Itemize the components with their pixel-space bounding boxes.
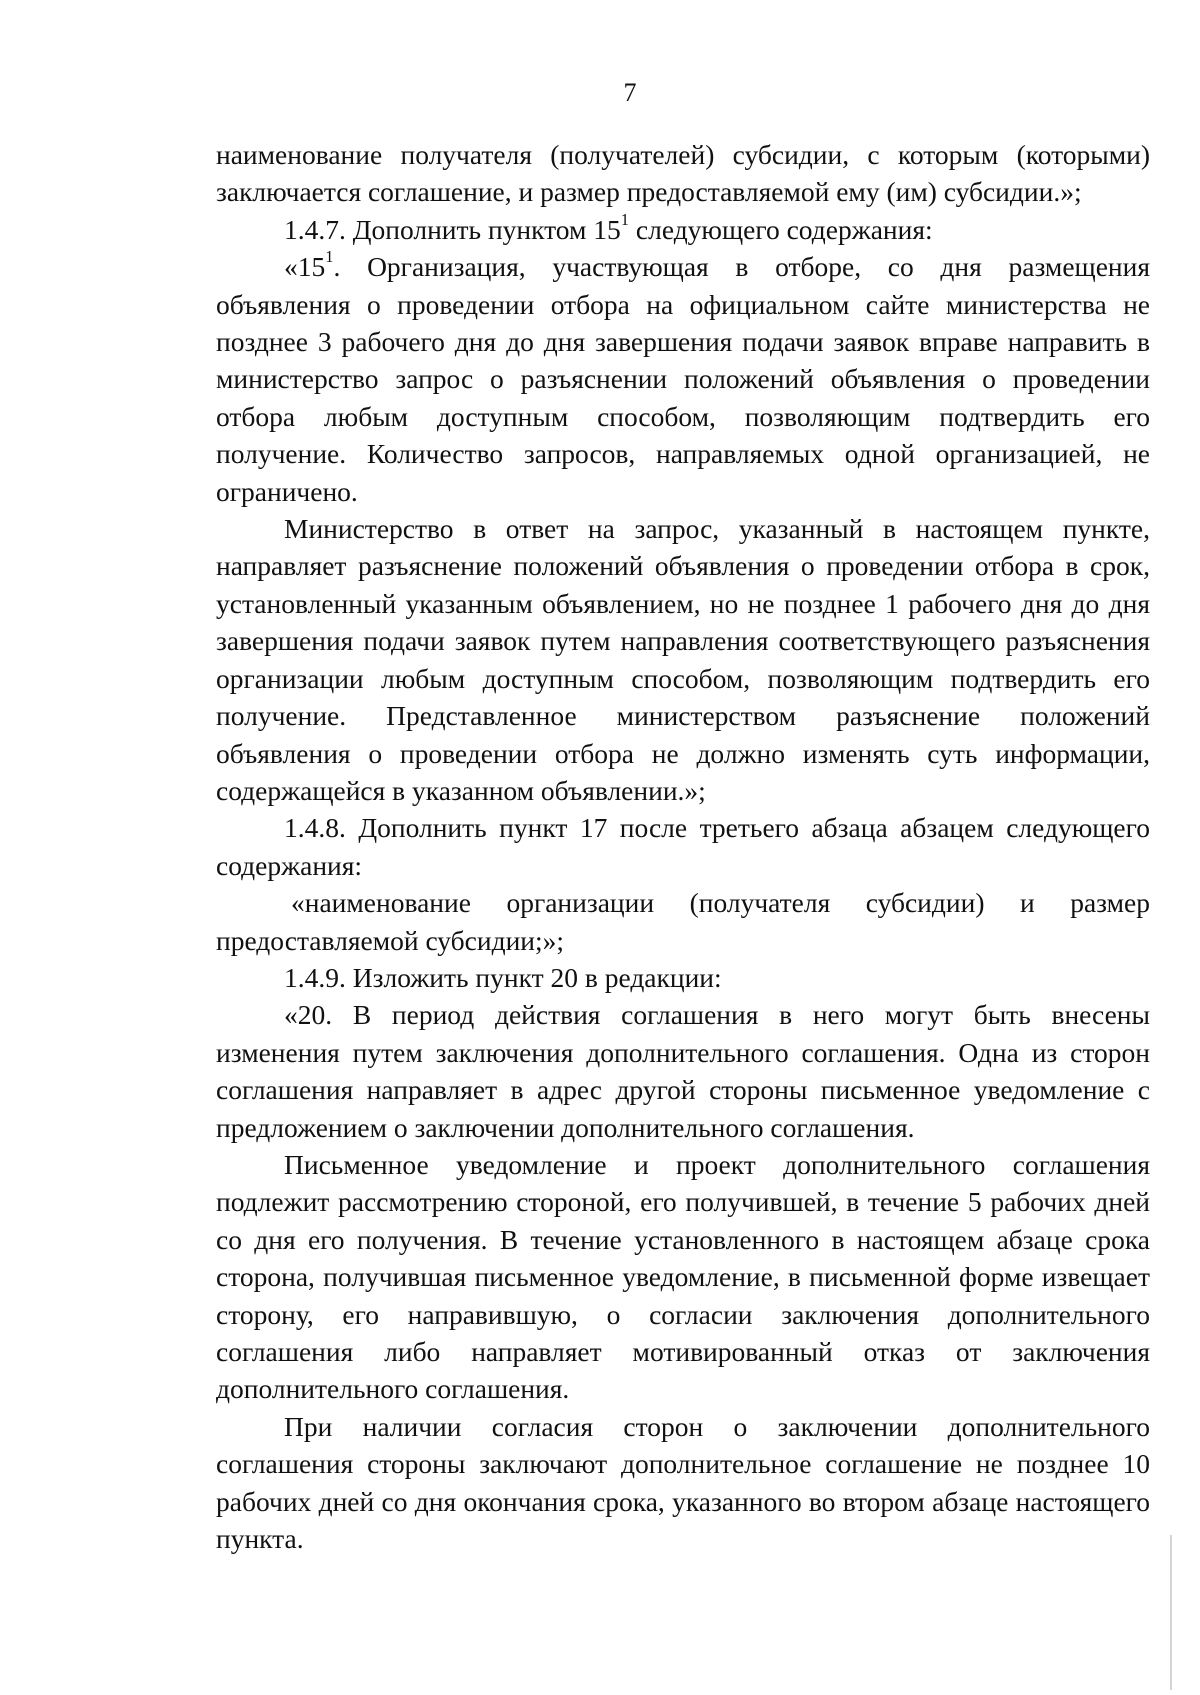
- paragraph-1-4-8: 1.4.8. Дополнить пункт 17 после третьего абзаца абзацем следующего содержания:: [216, 812, 1150, 881]
- paragraph-ministry-response: Министерство в ответ на запрос, указанный в настоящем пункте, направляет разъяснение положений объявления о проведении отбора в срок, установленный указанным объявлением, но не позднее 1 рабочего дня до дня завершения подачи заявок путем направления соответствующего разъяснения организации любым доступным способом, позволяющим подтвердить его получение. Представленное министерством разъяснение положений объявления о проведении отбора не должно изменять суть информации, содержащейся в указанном объявлении.»;: [216, 513, 1150, 806]
- paragraph-1-4-7-text: 1.4.7. Дополнить пунктом 15: [284, 213, 621, 245]
- paragraph-1-4-9: 1.4.9. Изложить пункт 20 в редакции:: [284, 961, 722, 993]
- paragraph-15-1: [216, 248, 1150, 510]
- paragraph-written-notice: Письменное уведомление и проект дополнительного соглашения подлежит рассмотрению стороной, его получившей, в течение 5 рабочих дней со дня его получения. В течение установленного в настоящем абзаце срока сторона, получившая письменное уведомление, в письменной форме извещает сторону, его направившую, о согласии заключения дополнительного соглашения либо направляет мотивированный отказ от заключения дополнительного соглашения.: [216, 1148, 1150, 1405]
- document-body: [216, 136, 1150, 1557]
- superscript: 1: [620, 209, 630, 229]
- paragraph-15-1-lead: «15: [284, 251, 326, 283]
- paragraph-1-4-7-text-end: следующего содержания:: [629, 213, 933, 245]
- paragraph-20: «20. В период действия соглашения в него могут быть внесены изменения путем заключения дополнительного соглашения. Одна из сторон соглашения направляет в адрес другой стороны письменное уведомление с предложением о заключении дополнительного соглашения.: [216, 999, 1150, 1143]
- paragraph-recipient-name: наименование получателя (получателей) субсидии, с которым (которыми) заключается соглашение, и размер предоставляемой ему (им) субсидии.»;: [216, 139, 1150, 208]
- paragraph-1-4-7: [216, 211, 1150, 248]
- paragraph-15-1-text: . Организация, участвующая в отборе, со дня размещения объявления о проведении отбора на официальном сайте министерства не позднее 3 рабочего дня до дня завершения подачи заявок вправе направить в министерство запрос о разъяснении положений объявления о проведении отбора любым доступным способом, позволяющим подтвердить его получение. Количество запросов, направляемых одной организацией, не ограничено.: [216, 251, 1150, 507]
- superscript: 1: [325, 247, 334, 267]
- scan-edge-line: [1170, 1535, 1172, 1690]
- page-number: 7: [623, 78, 637, 107]
- paragraph-parties-agreement: При наличии согласия сторон о заключении дополнительного соглашения стороны заключают дополнительное соглашение не позднее 10 рабочих дней со дня окончания срока, указанного во втором абзаце настоящего пункта.: [216, 1410, 1150, 1555]
- paragraph-organization-name: «наименование организации (получателя субсидии) и размер предоставляемой субсидии;»;: [216, 887, 1150, 956]
